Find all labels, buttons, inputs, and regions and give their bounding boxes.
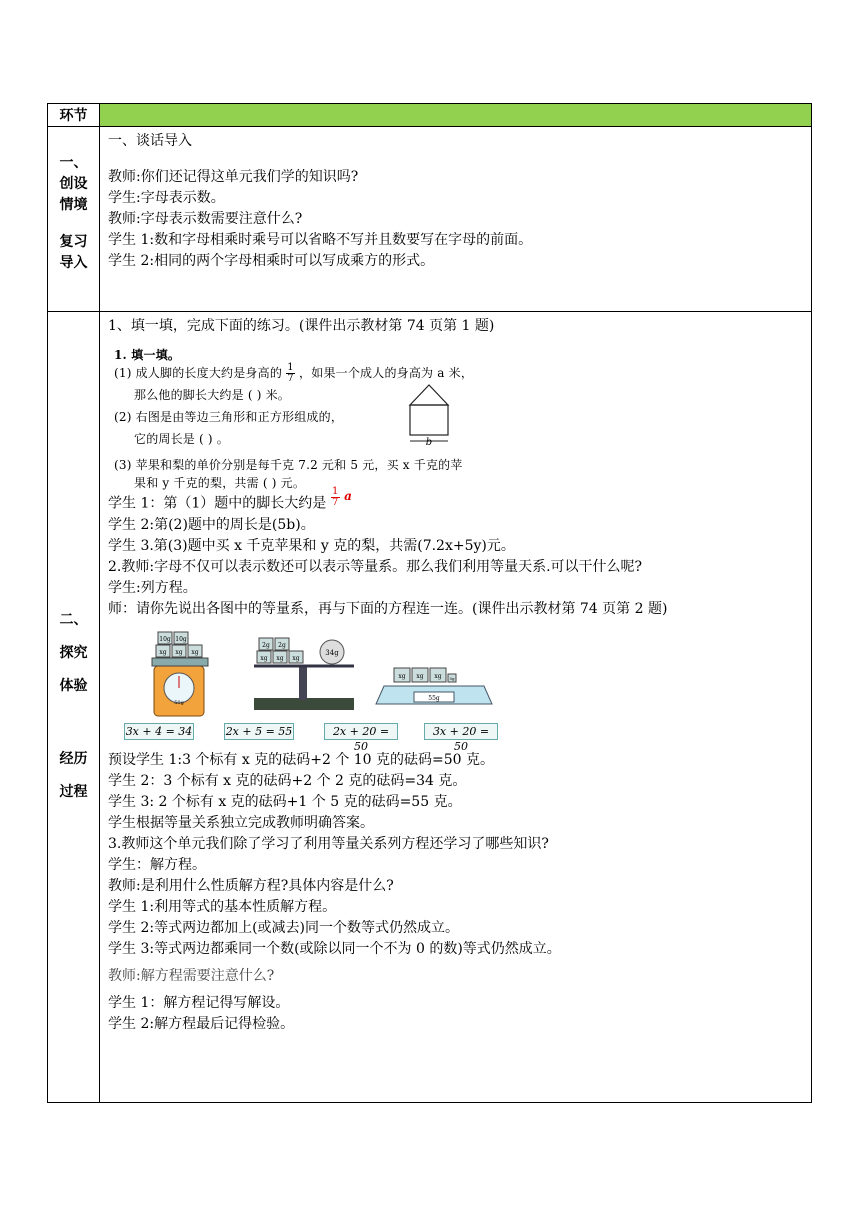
fraction-denominator: 7 [332,497,339,508]
weight-label: xg [398,672,406,680]
equation-card: 2x + 5 = 55 [225,724,293,738]
dialog-line: 教师:字母表示数需要注意什么? [108,211,303,227]
exercise-intro: 1、填一填，完成下面的练习。(课件出示教材第 74 页第 1 题) [108,318,495,334]
dialog-line: 学生 2:第(2)题中的周长是(5b)。 [108,516,315,533]
weight-label: 34g [325,648,339,657]
display-label: 55g [428,694,440,702]
side-line: 经历 [59,751,88,767]
figure-q2-line: 它的周长是 ( ) 。 [134,432,230,446]
dialog-line: 学生 2:相同的两个字母相乘时可以写成乘方的形式。 [108,253,435,269]
balance-scale [254,638,354,710]
figure-title: 1. 填一填。 [114,348,181,362]
dialog-line: 学生:字母表示数。 [108,190,225,206]
header-green-cell [100,104,812,127]
weight-label: xg [276,654,284,662]
weight-label: xg [292,654,300,662]
figure-q1-text: (1) 成人脚的长度大约是身高的 [114,366,283,380]
section1-text [100,127,811,272]
side-line: 探究 [59,645,88,661]
digital-scale [376,668,492,704]
blank-line [108,152,811,167]
side-line: 创设 [59,176,88,192]
answer-fraction [331,487,340,508]
section2-side-label [48,312,99,803]
section2-content [100,312,812,1103]
weight-label: 10g [159,635,171,643]
dialog-line: 教师:解方程需要注意什么? [108,967,275,984]
header-row [48,104,812,127]
side-line: 复习 [59,234,88,250]
weight-label: xg [159,648,167,656]
dialog-line: 学生 1：解方程记得写解设。 [108,994,290,1011]
section2-side [48,312,100,1103]
side-line: 过程 [59,784,88,800]
dialog-line: 学生 1:利用等式的基本性质解方程。 [108,898,337,915]
dialog-line: 预设学生 1:3 个标有 x 克的砝码+2 个 10 克的砝码=50 克。 [108,751,495,768]
section2-row [48,312,812,1103]
lesson-plan-table [47,103,812,1103]
answer-line-1 [108,486,811,515]
fraction-denominator: 7 [287,373,294,384]
textbook-exercise-image [108,345,508,490]
equation-card: 3x + 4 = 34 [125,724,193,738]
side-line: 一、 [59,155,88,171]
side-line: 导入 [59,255,88,271]
dialog-line: 3.教师这个单元我们除了学习了利用等量关系列方程还学习了哪些知识? [108,835,549,852]
side-length-label: b [425,437,433,447]
dialog-line: 学生根据等量关系独立完成教师明确答案。 [108,814,374,831]
side-line: 情境 [59,197,88,213]
dialog-line: 教师:是利用什么性质解方程?具体内容是什么? [108,877,394,894]
house-shape-figure [406,383,452,447]
figure-q1-text: ，如果一个成人的身高为 a 米， [299,366,474,380]
side-gap [48,216,99,232]
balance-scales-image [114,628,494,753]
section1-content [100,127,812,312]
dialog-line: 学生 2:解方程最后记得检验。 [108,1015,295,1032]
figure-q3-line: 果和 y 千克的梨，共需 ( ) 元。 [134,476,306,490]
weight-label: 10g [175,635,187,643]
dialog-line: 学生 2:等式两边都加上(或减去)同一个数等式仍然成立。 [108,919,459,936]
answer-text: 学生 1：第（1）题中的脚长大约是 [108,495,327,512]
dialog-line: 学生:列方程。 [108,579,197,596]
figure-q3-line: (3) 苹果和梨的单价分别是每千克 7.2 元和 5 元，买 x 千克的苹 [114,458,463,472]
equation-card: 3x + 20 = 50 [424,723,498,740]
weight-label: xg [434,672,442,680]
triangle-shape [410,385,448,405]
dialog-line: 学生：解方程。 [108,856,206,873]
section1-row [48,127,812,312]
weight-label: xg [260,654,268,662]
side-line: 体验 [59,678,88,694]
scales-drawing [114,628,494,723]
figure-q1-line: 那么他的脚长大约是 ( ) 米。 [134,388,291,402]
figure-q1-line [114,363,473,384]
fraction-one-seventh [286,363,295,384]
dialog-line: 学生 3: 2 个标有 x 克的砝码+1 个 5 克的砝码=55 克。 [108,793,462,810]
section1-heading: 一、谈话导入 [108,133,192,149]
weight-label: 5g [449,675,455,681]
weight-label: 2g [278,641,286,649]
side-line: 二、 [59,612,88,628]
section2-text [100,312,811,1035]
weight-label: xg [175,648,183,656]
section1-side [48,127,100,312]
kitchen-scale [152,632,208,716]
weight-label: xg [191,648,199,656]
dialog-line: 2.教师:字母不仅可以表示数还可以表示等量系。那么我们利用等量天系.可以干什么呢? [108,558,643,575]
answer-variable: a [344,488,352,503]
dialog-line: 教师:你们还记得这单元我们学的知识吗? [108,169,359,185]
dialog-line: 学生 1:数和字母相乘时乘号可以省略不写并且数要写在字母的前面。 [108,232,533,248]
dialog-line: 学生 2：3 个标有 x 克的砝码+2 个 2 克的砝码=34 克。 [108,772,467,789]
dial-label: 50g [174,699,184,706]
section1-side-label [48,127,99,274]
header-label: 环节 [48,104,100,127]
fraction-numerator: 1 [332,486,339,497]
square-shape [410,405,448,435]
dialog-line: 师：请你先说出各图中的等量系，再与下面的方程连一连。(课件出示教材第 74 页第 2 题) [108,600,668,617]
weight-label: xg [416,672,424,680]
dialog-line: 学生 3:等式两边都乘同一个数(或除以同一个不为 0 的数)等式仍然成立。 [108,940,561,957]
dialog-line: 学生 3.第(3)题中买 x 千克苹果和 y 克的梨，共需(7.2x+5y)元。 [108,537,515,554]
weight-label: 2g [262,641,270,649]
equation-card: 2x + 20 = 50 [324,723,398,740]
fraction-numerator: 1 [287,362,294,373]
figure-q2-line: (2) 右图是由等边三角形和正方形组成的， [114,410,344,424]
